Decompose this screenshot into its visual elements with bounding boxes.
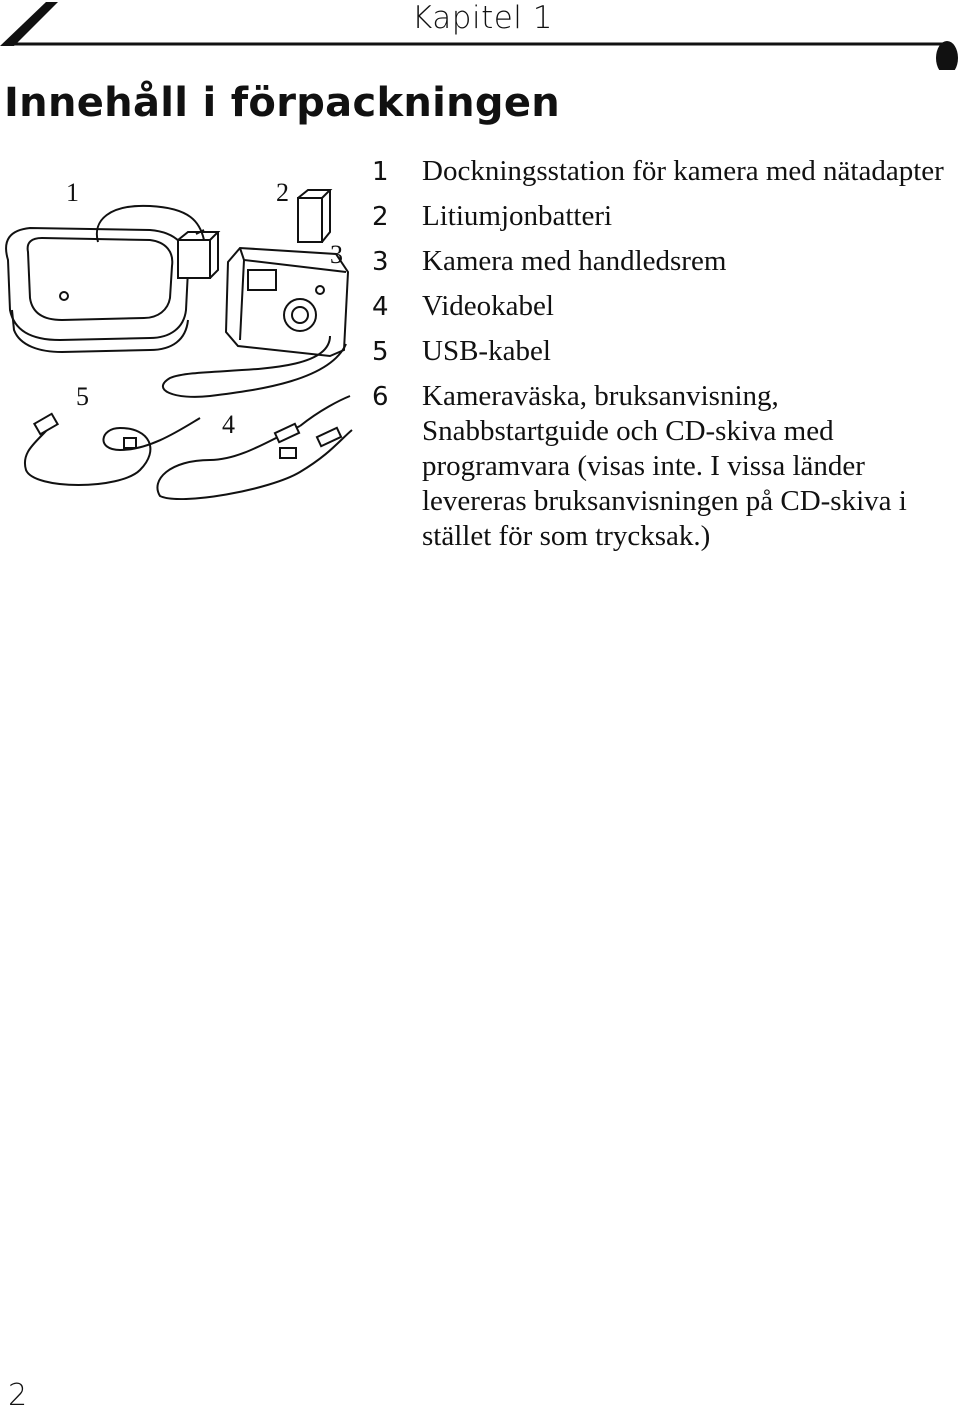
list-item: [372, 244, 956, 280]
list-item: [372, 379, 956, 554]
item-number: 3: [372, 247, 389, 277]
usb-cable-illustration: [25, 414, 200, 485]
item-number: 6: [372, 382, 389, 412]
callout-5: 5: [76, 382, 89, 411]
contents-list: [372, 154, 956, 563]
item-text: Kameraväska, bruksanvisning, Snabbstartguide och CD-skiva med programvara (visas inte. I vissa länder levereras bruksanvisningen på CD-skiva i stället för som trycksak.): [422, 380, 907, 552]
page-number: 2: [8, 1378, 28, 1413]
item-text: Videokabel: [422, 290, 554, 322]
list-item: [372, 199, 956, 235]
video-cable-illustration: [157, 396, 352, 499]
chapter-label: Kapitel 1: [412, 0, 553, 36]
callout-4: 4: [222, 410, 235, 439]
callout-1: 1: [66, 178, 79, 207]
item-text: Kamera med handledsrem: [422, 245, 727, 277]
item-number: 4: [372, 292, 389, 322]
item-number: 5: [372, 337, 389, 367]
list-item: [372, 289, 956, 325]
battery-illustration: [298, 190, 330, 242]
callout-2: 2: [276, 178, 289, 207]
item-text: Litiumjonbatteri: [422, 200, 613, 232]
list-item: [372, 334, 956, 370]
page-title: Innehåll i förpackningen: [4, 80, 561, 126]
list-item: [372, 154, 956, 190]
item-text: USB-kabel: [422, 335, 551, 367]
dock-illustration: [6, 228, 188, 352]
item-text: Dockningsstation för kamera med nätadapter: [422, 155, 944, 187]
item-number: 2: [372, 202, 389, 232]
package-contents-illustration: [0, 160, 372, 500]
item-number: 1: [372, 157, 389, 187]
callout-3: 3: [330, 240, 343, 269]
